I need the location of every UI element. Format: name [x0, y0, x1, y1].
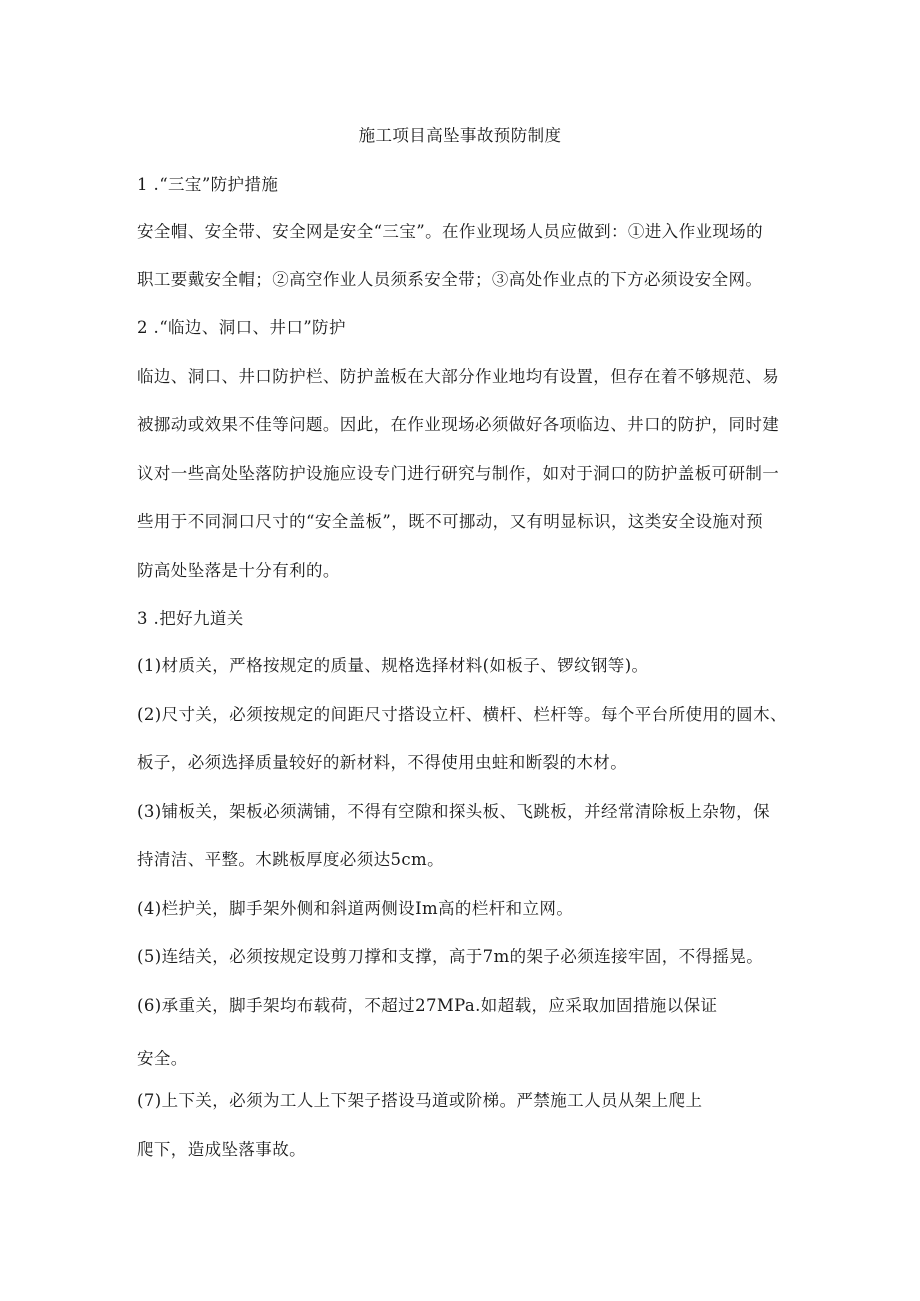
list-item: (4)栏护关，脚手架外侧和斜道两侧设Im高的栏杆和立网。: [137, 899, 574, 918]
paragraph-line: 议对一些高处坠落防护设施应设专门进行研究与制作，如对于洞口的防护盖板可研制一: [137, 464, 780, 483]
paragraph-line: 被挪动或效果不佳等问题。因此，在作业现场必须做好各项临边、井口的防护，同时建: [137, 415, 780, 434]
list-item: (2)尺寸关，必须按规定的间距尺寸搭设立杆、横杆、栏杆等。每个平台所使用的圆木、: [137, 705, 787, 724]
paragraph-line: 临边、洞口、井口防护栏、防护盖板在大部分作业地均有设置，但存在着不够规范、易: [137, 367, 780, 386]
paragraph-line: 安全。: [137, 1049, 188, 1068]
paragraph-line: 职工要戴安全帽；②高空作业人员须系安全带；③高处作业点的下方必须设安全网。: [137, 270, 763, 289]
list-item: (7)上下关，必须为工人上下架子搭设马道或阶梯。严禁施工人员从架上爬上: [137, 1091, 703, 1110]
paragraph-line: 板子，必须选择质量较好的新材料，不得使用虫蛀和断裂的木材。: [137, 753, 628, 772]
list-item: (1)材质关，严格按规定的质量、规格选择材料(如板子、锣纹钢等)。: [137, 656, 649, 675]
document-title: 施工项目高坠事故预防制度: [358, 126, 562, 145]
paragraph-line: 些用于不同洞口尺寸的“安全盖板”，既不可挪动，又有明显标识，这类安全设施对预: [137, 512, 764, 531]
paragraph-line: 安全帽、安全带、安全网是安全“三宝”。在作业现场人员应做到：①进入作业现场的: [137, 222, 764, 241]
list-item: (6)承重关，脚手架均布载荷，不超过27MPa.如超载，应采取加固措施以保证: [137, 996, 718, 1015]
section-heading-2: 2 .“临边、洞口、井口”防护: [137, 318, 346, 337]
section-heading-3: 3 .把好九道关: [137, 609, 244, 628]
paragraph-line: 持清洁、平整。木跳板厚度必须达5cm。: [137, 850, 444, 869]
paragraph-line: 爬下，造成坠落事故。: [137, 1140, 306, 1159]
paragraph-line: 防高处坠落是十分有利的。: [137, 561, 340, 580]
section-heading-1: 1 .“三宝”防护措施: [137, 175, 279, 194]
list-item: (5)连结关，必须按规定设剪刀撑和支撑，高于7m的架子必须连接牢固，不得摇晃。: [137, 947, 764, 966]
list-item: (3)铺板关，架板必须满铺，不得有空隙和探头板、飞跳板，并经常清除板上杂物，保: [137, 802, 770, 821]
